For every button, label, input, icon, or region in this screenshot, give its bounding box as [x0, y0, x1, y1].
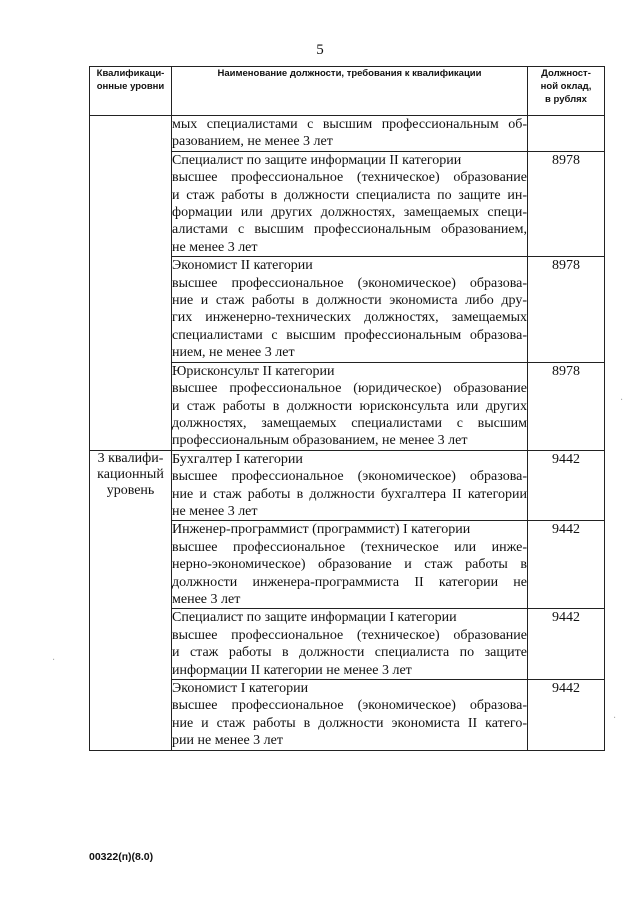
header-line: ной оклад, — [540, 81, 592, 92]
requirement-line: не менее 3 лет — [172, 239, 258, 255]
salary-cell: 8978 — [528, 257, 605, 362]
scan-mark: · — [620, 395, 624, 406]
salary-cell: 9442 — [528, 521, 605, 609]
requirement-line: гих инженерно-технических должностях, замещаемых — [172, 310, 527, 326]
requirement-line: алистами с высшим профессиональным образованием, — [172, 222, 527, 238]
scan-mark: · — [613, 713, 617, 724]
salary-cell: 9442 — [528, 609, 605, 680]
requirement-line: ние и стаж работы в должности бухгалтера II категории — [172, 486, 527, 502]
position-description-cell — [172, 151, 528, 256]
requirement-line: высшее профессиональное (техническое или инже- — [172, 539, 527, 555]
requirement-line: и стаж работы в должности специалиста по защите — [172, 645, 527, 661]
position-title: Экономист I категории — [172, 681, 309, 696]
requirement-line: и стаж работы в должности юрисконсульта или других — [172, 398, 527, 414]
requirement-line: высшее профессиональное (экономическое) образова- — [172, 275, 527, 291]
salary-cell: 8978 — [528, 151, 605, 256]
requirement-line: высшее профессиональное (техническое) образование — [172, 627, 527, 643]
document-code: 00322(п)(8.0) — [89, 851, 154, 863]
table-body — [90, 116, 605, 751]
requirement-line: менее 3 лет — [172, 591, 241, 607]
requirement-line: формации или других должностях, замещаемых специ- — [172, 205, 527, 221]
requirement-line: специалистами с высшим профессиональным образова- — [172, 327, 527, 343]
requirement-line: ние и стаж работы в должности экономиста либо дру- — [172, 293, 527, 309]
position-description-cell — [172, 116, 528, 152]
requirement-line: нием, не менее 3 лет — [172, 345, 295, 361]
position-title: Юрисконсульт II категории — [172, 363, 335, 379]
position-description-cell — [172, 450, 528, 521]
requirement-line: профессиональным образованием, не менее 3 лет — [172, 433, 468, 449]
qualification-level-line: 3 квалифи- — [97, 450, 164, 466]
salary-cell: 9442 — [528, 680, 605, 751]
requirement-line: рии не менее 3 лет — [172, 733, 284, 749]
header-line: Квалификаци- — [96, 68, 165, 79]
qualification-level-line: уровень — [106, 482, 155, 498]
table-header-row — [90, 67, 605, 116]
requirement-line: мых специалистами с высшим профессиональным об- — [172, 117, 527, 132]
position-description-cell — [172, 680, 528, 751]
requirement-line: разованием, не менее 3 лет — [172, 134, 333, 150]
requirement-line: нерно-экономическое) образование и стаж работы в — [172, 557, 527, 573]
qualification-level-cell — [90, 450, 172, 750]
page-number: 5 — [316, 42, 324, 58]
position-title: Экономист II категории — [172, 258, 313, 274]
requirement-line: высшее профессиональное (техническое) образование — [172, 170, 527, 186]
header-line: в рублях — [545, 94, 587, 105]
salary-cell: 9442 — [528, 450, 605, 521]
salary-cell — [528, 116, 605, 152]
position-description-cell — [172, 521, 528, 609]
qualification-level-cell — [90, 116, 172, 451]
position-title: Бухгалтер I категории — [172, 451, 303, 467]
header-line: Должност- — [541, 68, 591, 79]
position-title: Специалист по защите информации II категории — [172, 152, 462, 168]
table-row — [90, 450, 605, 521]
header-qualification-levels — [90, 67, 172, 116]
requirement-line: высшее профессиональное (экономическое) образова- — [172, 698, 527, 714]
scan-mark: · — [52, 655, 56, 666]
requirement-line: высшее профессиональное (юридическое) образование — [172, 381, 527, 397]
salary-cell: 8978 — [528, 362, 605, 450]
header-position-name — [172, 67, 528, 116]
requirement-line: не менее 3 лет — [172, 503, 258, 519]
position-description-cell — [172, 362, 528, 450]
qualification-table — [89, 66, 605, 751]
position-description-cell — [172, 257, 528, 362]
requirement-line: информации II категории не менее 3 лет — [172, 662, 412, 678]
requirement-line: должностях, замещаемых специалистами с высшим — [172, 415, 527, 431]
qualification-level-line: кационный — [97, 466, 164, 482]
header-salary — [528, 67, 605, 116]
header-line: Наименование должности, требования к квалификации — [217, 68, 482, 79]
table-row — [90, 116, 605, 152]
requirement-line: ние и стаж работы в должности экономиста II катего- — [172, 715, 527, 731]
position-title: Специалист по защите информации I категории — [172, 610, 457, 626]
requirement-line: и стаж работы в должности специалиста по защите ин- — [172, 187, 527, 203]
requirement-line: высшее профессиональное (экономическое) образова- — [172, 469, 527, 485]
requirement-line: должности инженера-программиста II категории не — [172, 574, 527, 590]
position-description-cell — [172, 609, 528, 680]
header-line: онные уровни — [96, 81, 165, 92]
position-title: Инженер-программист (программист) I категории — [172, 522, 471, 538]
